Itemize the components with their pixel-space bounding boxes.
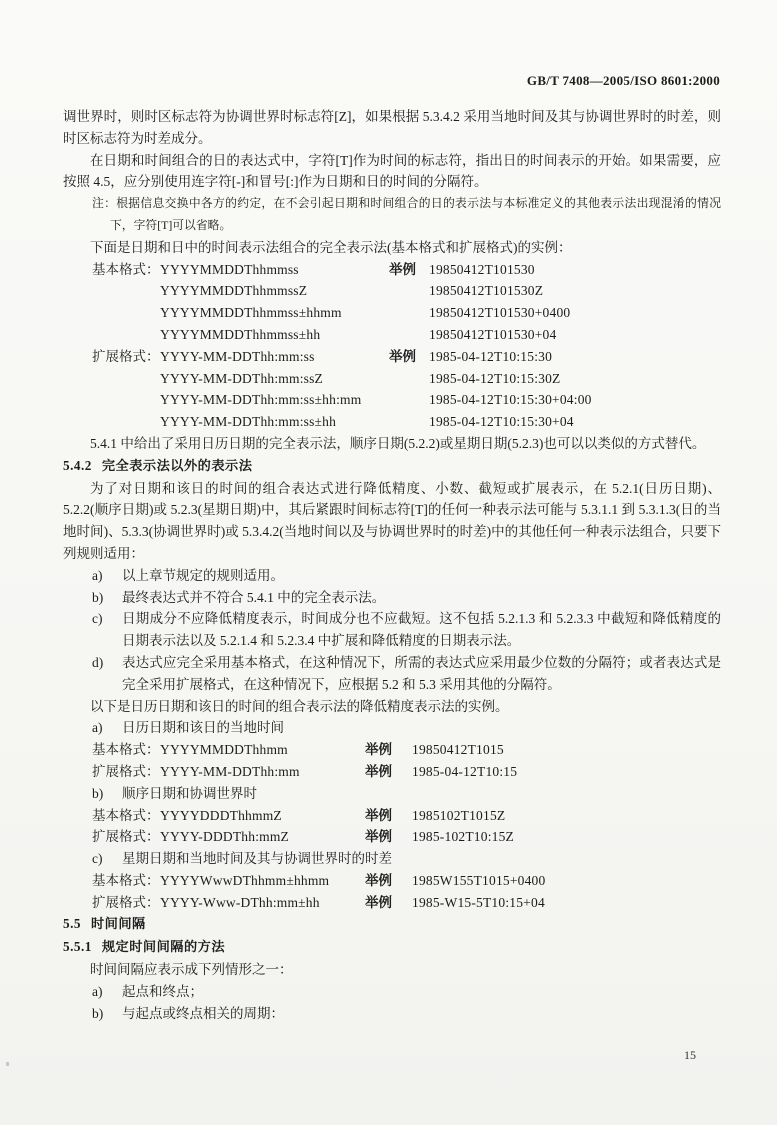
section-title: 规定时间间隔的方法: [101, 940, 226, 956]
example-word: 举例: [389, 348, 416, 364]
complete-examples-intro: 下面是日期和日中的时间表示法组合的完全表示法(基本格式和扩展格式)的实例：: [90, 239, 572, 255]
format-pattern: YYYYMMDDThhmmssZ: [160, 283, 308, 299]
rule-text: 日期成分不应降低精度表示，时间成分也不应截短。这不包括 5.2.1.3 和 5.2.3.3 中截短和降低精度的日期表示法以及 5.2.1.4 和 5.2.3.4 中扩展和降低精度的日期表示法。: [122, 611, 721, 649]
para-t-marker: 在日期和时间组合的日的表达式中，字符[T]作为时间的标志符，指出日的时间表示的开始。如果需要，应按照 4.5，应分别使用连字符[-]和冒号[:]作为日期和日的时间的分隔符。: [63, 152, 721, 190]
section-number: 5.5: [63, 916, 81, 932]
group-title-text: 星期日期和当地时间及其与协调世界时的时差: [122, 851, 392, 867]
example-group-title: [92, 783, 721, 805]
format-pattern: YYYYMMDDThhmmss: [160, 261, 299, 277]
section-number: 5.4.2: [63, 457, 92, 473]
list-marker: a): [92, 983, 103, 999]
para-542: 为了对日期和该日的时间的组合表达式进行降低精度、小数、截短或扩展表示，在 5.2.1(日历日期)、5.2.2(顺序日期)或 5.2.3(星期日期)中，其后紧跟时间标志符[T]的任何一种表示法可能与 5.3.1.1 到 5.3.1.3(日的当地时间)、5.3.3(协调世界时)或 5.3.4.2(当地时间以及与协调世界时的时差)中的其他任何一种表示法组合，只要下列规则适用：: [63, 480, 721, 561]
basic-format-label: 基本格式：: [92, 261, 160, 277]
document-number: GB/T 7408—2005/ISO 8601:2000: [526, 73, 720, 88]
para-substitute: 5.4.1 中给出了采用日历日期的完全表示法，顺序日期(5.2.2)或星期日期(5.2.3)也可以以类似的方式替代。: [90, 435, 706, 451]
scan-artifact: [6, 1062, 9, 1066]
group-title-text: 顺序日期和协调世界时: [122, 785, 257, 801]
example-word: 举例: [365, 872, 392, 888]
group-title-text: 日历日期和该日的当地时间: [122, 720, 284, 736]
example-value: 1985-04-12T10:15: [412, 763, 518, 779]
interval-item: [92, 981, 721, 1003]
list-marker: a): [92, 720, 103, 736]
example-value: 1985-04-12T10:15:30+04:00: [429, 392, 592, 408]
rule-item: [92, 608, 721, 652]
example-value: 1985102T1015Z: [412, 807, 506, 823]
extended-format-label: 扩展格式：: [92, 348, 160, 364]
extended-format-label: 扩展格式：: [92, 763, 160, 779]
example-value: 19850412T101530: [429, 261, 535, 277]
list-marker: c): [92, 851, 103, 867]
para-utc-continuation: 调世界时，则时区标志符为协调世界时标志符[Z]，如果根据 5.3.4.2 采用当地时间及其与协调世界时的时差，则时区标志符为时差成分。: [63, 109, 721, 146]
example-value: 1985-W15-5T10:15+04: [412, 894, 545, 910]
item-text: 与起点或终点相关的周期：: [122, 1005, 284, 1021]
format-pattern: YYYYWwwDThhmm±hhmm: [160, 872, 330, 888]
format-pattern: YYYY-MM-DDThh:mm:ssZ: [160, 370, 324, 386]
example-row: [92, 761, 721, 783]
format-pattern: YYYY-Www-DThh:mm±hh: [160, 894, 320, 910]
example-row: [92, 892, 721, 914]
section-title: 时间间隔: [90, 917, 146, 933]
para-551: 时间间隔应表示成下列情形之一：: [90, 962, 293, 978]
example-group-title: [92, 848, 721, 870]
section-title: 完全表示法以外的表示法: [101, 458, 253, 474]
example-group-title: [92, 717, 721, 739]
rule-item: [92, 652, 721, 696]
list-marker: b): [92, 1005, 104, 1021]
section-551-heading: [63, 936, 721, 959]
example-word: 举例: [365, 807, 392, 823]
basic-format-label: 基本格式：: [92, 807, 160, 823]
page-content: [63, 106, 721, 1024]
example-row: [92, 739, 721, 761]
format-pattern: YYYY-MM-DDThh:mm:ss: [160, 348, 315, 364]
example-value: 19850412T101530Z: [429, 283, 544, 299]
example-value: 19850412T101530+04: [429, 326, 557, 342]
format-pattern: YYYYMMDDThhmmss±hh: [160, 326, 321, 342]
example-row: [92, 805, 721, 827]
example-value: 19850412T101530+0400: [429, 305, 571, 321]
section-55-heading: [63, 913, 721, 936]
example-row: [92, 870, 721, 892]
extended-format-label: 扩展格式：: [92, 829, 160, 845]
example-row: [92, 368, 721, 390]
page-number: 15: [684, 1048, 696, 1062]
example-row: [92, 826, 721, 848]
item-text: 起点和终点；: [122, 983, 203, 999]
list-marker: b): [92, 589, 104, 605]
example-word: 举例: [389, 261, 416, 277]
example-row: [92, 389, 721, 411]
example-value: 1985-102T10:15Z: [412, 829, 514, 845]
rule-text: 表达式应完全采用基本格式，在这种情况下，所需的表达式应采用最少位数的分隔符；或者表达式是完全采用扩展格式，在这种情况下，应根据 5.2 和 5.3 采用其他的分隔符。: [122, 654, 721, 692]
format-pattern: YYYYMMDDThhmmss±hhmm: [160, 305, 342, 321]
section-number: 5.5.1: [63, 939, 92, 955]
reduced-precision-intro: 以下是日历日期和该日的时间的组合表示法的降低精度表示法的实例。: [90, 698, 509, 714]
list-marker: c): [92, 611, 103, 627]
list-marker: a): [92, 567, 103, 583]
example-value: 1985-04-12T10:15:30+04: [429, 414, 574, 430]
example-word: 举例: [365, 894, 392, 910]
format-pattern: YYYY-MM-DDThh:mm:ss±hh: [160, 414, 337, 430]
example-row: [92, 259, 721, 281]
example-row: [92, 346, 721, 368]
section-542-heading: [63, 455, 721, 478]
example-row: [92, 324, 721, 346]
example-word: 举例: [365, 742, 392, 758]
example-word: 举例: [365, 763, 392, 779]
list-marker: d): [92, 654, 104, 670]
rule-text: 以上章节规定的规则适用。: [122, 567, 284, 583]
example-row: [92, 280, 721, 302]
example-value: 19850412T1015: [412, 742, 504, 758]
example-word: 举例: [365, 829, 392, 845]
extended-format-label: 扩展格式：: [92, 894, 160, 910]
format-pattern: YYYY-MM-DDThh:mm:ss±hh:mm: [160, 392, 362, 408]
example-row: [92, 302, 721, 324]
format-pattern: YYYYMMDDThhmm: [160, 742, 288, 758]
note-t-omission: 注：根据信息交换中各方的约定，在不会引起日期和时间组合的日的表示法与本标准定义的其他表示法出现混淆的情况下，字符[T]可以省略。: [92, 196, 721, 232]
basic-format-label: 基本格式：: [92, 742, 160, 758]
example-value: 1985W155T1015+0400: [412, 872, 546, 888]
example-value: 1985-04-12T10:15:30: [429, 348, 553, 364]
interval-item: [92, 1003, 721, 1025]
example-value: 1985-04-12T10:15:30Z: [429, 370, 561, 386]
format-pattern: YYYY-DDDThh:mmZ: [160, 829, 289, 845]
rule-text: 最终表达式并不符合 5.4.1 中的完全表示法。: [122, 589, 386, 605]
list-marker: b): [92, 785, 104, 801]
format-pattern: YYYY-MM-DDThh:mm: [160, 763, 300, 779]
basic-format-label: 基本格式：: [92, 872, 160, 888]
rule-item: [92, 587, 721, 609]
format-pattern: YYYYDDDThhmmZ: [160, 807, 282, 823]
rule-item: [92, 565, 721, 587]
example-row: [92, 411, 721, 433]
